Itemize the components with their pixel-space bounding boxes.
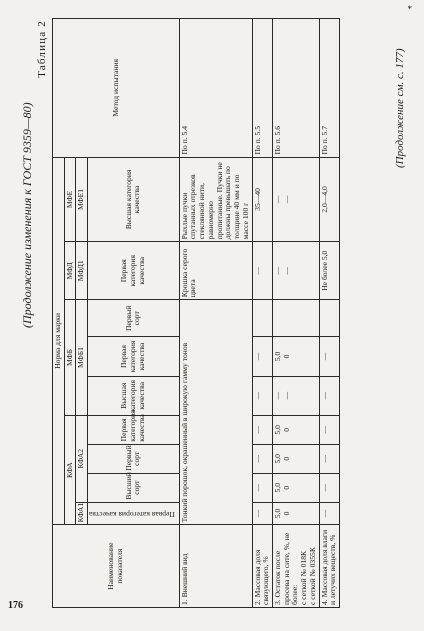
row-2-kfa2a: — (252, 473, 272, 502)
mark-kfa: КФА (64, 415, 76, 524)
row-3-sub2: с сеткой № 0355К (307, 547, 317, 605)
row-4-method: По п. 5.7 (319, 19, 339, 158)
row-1-method: По п. 5.4 (179, 19, 252, 158)
row-3-kfa2a: 5,0 0 (272, 473, 319, 502)
row-3-mfb-b: — — (272, 376, 319, 415)
row-2-mfb1: — (252, 337, 272, 376)
row-2-mfb-b: — (252, 376, 272, 415)
row-4-mfb-b: — (319, 376, 339, 415)
table-row (272, 19, 319, 608)
row-3-name-cell (272, 525, 319, 608)
mark-kfa2: КФА2 (76, 415, 88, 502)
norms-table (52, 18, 340, 608)
row-2-method: По п. 5.5 (252, 19, 272, 158)
mark-mfe: МФЕ (64, 157, 76, 242)
mark-mfb1: МФБ1 (76, 300, 88, 416)
rotated-page (18, 18, 408, 608)
row-2-kfa1: — (252, 502, 272, 525)
row-2-mfd: — (252, 242, 272, 300)
row-4-kfa2b: — (319, 444, 339, 473)
kfa2-first-grade: Первый сорт (88, 444, 180, 473)
table-row (179, 19, 252, 608)
mark-kfa1: КФА1 (76, 502, 88, 525)
mark-mfd: МФД (64, 242, 76, 300)
row-3-mfd: — — (272, 242, 319, 300)
table-row (252, 19, 272, 608)
row-2-mfb-a: — (252, 415, 272, 444)
row-4-mfb-a: — (319, 415, 339, 444)
mark-mfb: МФБ (64, 300, 76, 416)
mfb-first-grade: Первый сорт (88, 300, 180, 337)
row-4-mfd: Не более 5,0 (319, 242, 339, 300)
col-norms: Норма для марки (53, 157, 65, 525)
row-1-mfe: Рыхлые пучки спутанных отрезков стеклянной нити, равномерно пропитанные. Пучки не должны превышать по толщине 40 мм и по массе 100 г (179, 157, 252, 242)
row-3-empty (272, 300, 319, 337)
kfa1-first-cat: Первая категория качества (88, 502, 180, 525)
row-3-mfe: — — (272, 157, 319, 242)
row-4-mfe: 2,0—4,0 (319, 157, 339, 242)
mfd-first-cat: Первая категория качества (88, 242, 180, 300)
row-3-mfb-a: 5,0 0 (272, 415, 319, 444)
mfb-first-cat: Первая категория качества (88, 337, 180, 376)
kfa2-highest-grade: Высший сорт (88, 473, 180, 502)
mfe-highest-cat: Высшая категория качества (88, 157, 180, 242)
row-3-method: По п. 5.6 (272, 19, 319, 158)
page-number: 176 (8, 600, 23, 611)
row-2-name: 2. Массовая доля связующего, % (252, 525, 272, 608)
col-method: Метод испытания (53, 19, 180, 158)
col-indicator: Наименование показателя (53, 525, 180, 608)
table-title: Таблица 2 (36, 20, 48, 78)
row-1-name: 1. Внешний вид (179, 525, 252, 608)
row-3-kfa1: 5,0 0 (272, 502, 319, 525)
row-3-name: 3. Остаток после просева на сите, %, не более: (272, 532, 300, 605)
margin-mark: * (407, 4, 412, 14)
row-3-sub1: с сеткой № 018К (299, 550, 309, 605)
row-2-mfe: 35—40 (252, 157, 272, 242)
mark-mfd1: МФД1 (76, 242, 88, 300)
mark-mfe1: МФЕ1 (76, 157, 88, 242)
kfa2-first-cat: Первая категория качества (88, 415, 180, 444)
row-4-kfa1: — (319, 502, 339, 525)
header-note: (Продолжение изменения к ГОСТ 9359—80) (20, 102, 34, 328)
row-4-mfb1: — (319, 337, 339, 376)
row-4-empty (319, 300, 339, 337)
row-2-empty (252, 300, 272, 337)
row-3-mfb1: 5,0 0 (272, 337, 319, 376)
row-1-mfd: Крошка серого цвета (179, 242, 252, 300)
row-3-kfa2b: 5,0 0 (272, 444, 319, 473)
row-4-name: 4. Массовая доля влаги и летучих веществ, % (319, 525, 339, 608)
mfb-highest-cat: Высшая категория качества (88, 376, 180, 415)
table-row (319, 19, 339, 608)
continuation-note: (Продолжение см. с. 177) (394, 48, 406, 168)
row-2-kfa2b: — (252, 444, 272, 473)
row-4-kfa2a: — (319, 473, 339, 502)
row-1-kfa-mfb: Тонкий порошок, окрашенный в широкую гамму тонов (179, 300, 252, 525)
